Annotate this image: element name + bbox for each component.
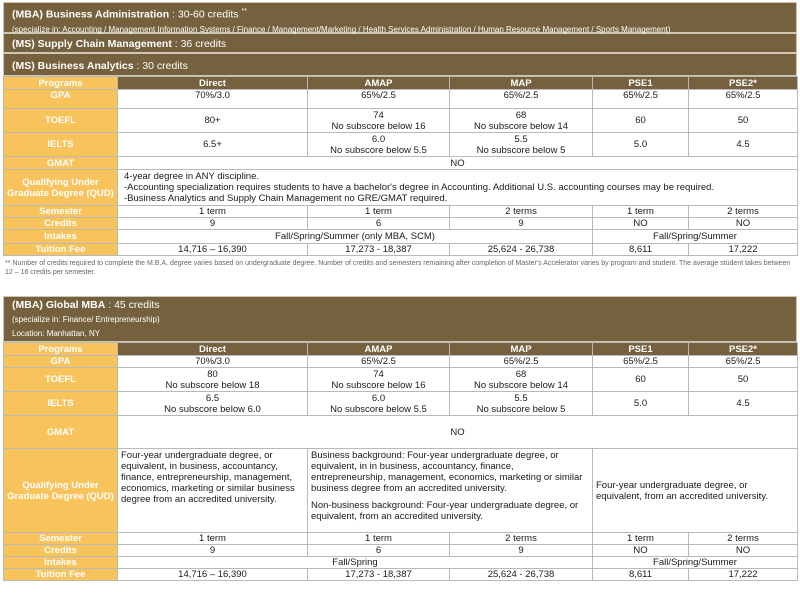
- qud-direct: Four-year undergraduate degree, or equivalent, in business, accountancy, finance, entrepreneurship, management, economics, marketing or similar business degree from an accredited university.: [118, 449, 308, 533]
- ielts-score: 4.5: [736, 398, 750, 409]
- semester-label: Semester: [4, 533, 118, 545]
- gmat-row: [4, 416, 798, 449]
- intakes-main: Fall/Spring/Summer (only MBA, SCM): [118, 230, 593, 244]
- gpa-map: 65%/2.5: [450, 356, 593, 368]
- ielts-amap: [308, 133, 450, 157]
- qud-pse: Four-year undergraduate degree, or equivalent, from an accredited university.: [593, 449, 798, 533]
- qud-row: [4, 449, 798, 533]
- program-location: Location: Manhattan, NY: [12, 329, 101, 338]
- gmat-value: NO: [118, 416, 798, 449]
- ielts-map: [450, 392, 593, 416]
- gpa-pse1: 65%/2.5: [593, 90, 689, 109]
- toefl-score: 68: [515, 109, 527, 121]
- gpa-row: [4, 356, 798, 368]
- semester-amap: 1 term: [308, 206, 450, 218]
- tuition-map: 25,624 - 26,738: [450, 569, 593, 581]
- gpa-pse1: 65%/2.5: [593, 356, 689, 368]
- programs-header: Programs: [4, 77, 118, 90]
- tuition-pse2: 17,222: [689, 244, 798, 256]
- ielts-label: IELTS: [4, 133, 118, 157]
- toefl-subscore: No subscore below 16: [331, 379, 426, 391]
- toefl-amap: [308, 109, 450, 133]
- toefl-row: [4, 368, 798, 392]
- amap-header: AMAP: [308, 343, 450, 356]
- qud-line: -Business Analytics and Supply Chain Management no GRE/GMAT required.: [124, 193, 448, 204]
- program-name: (MS) Business Analytics: [12, 60, 134, 72]
- qud-business-background: Business background: Four-year undergraduate degree, or equivalent, in in business, accountancy, finance, entrepreneurship, management, economics, marketing or similar business degree from an accredited university.: [311, 450, 583, 494]
- semester-pse1: 1 term: [593, 533, 689, 545]
- semester-pse2: 2 terms: [689, 533, 798, 545]
- qud-value: [118, 170, 798, 206]
- ielts-score: 6.0: [371, 392, 386, 404]
- gpa-label: GPA: [4, 356, 118, 368]
- gpa-label: GPA: [4, 90, 118, 109]
- gmat-label: GMAT: [4, 157, 118, 170]
- qud-row: [4, 170, 798, 206]
- header-row: [4, 77, 798, 90]
- pse2-header: PSE2*: [689, 343, 798, 356]
- tuition-row: [4, 244, 798, 256]
- semester-amap: 1 term: [308, 533, 450, 545]
- ielts-label: IELTS: [4, 392, 118, 416]
- ielts-subscore: No subscore below 6.0: [164, 403, 261, 415]
- program-bar-mba-business-administration: [3, 2, 797, 33]
- tuition-direct: 14,716 – 16,390: [118, 244, 308, 256]
- credits-direct: 9: [118, 218, 308, 230]
- toefl-score: 60: [635, 374, 646, 385]
- page: [3, 2, 797, 581]
- tuition-pse1: 8,611: [593, 569, 689, 581]
- toefl-score: 74: [373, 109, 384, 121]
- semester-row: [4, 206, 798, 218]
- gpa-amap: 65%/2.5: [308, 90, 450, 109]
- map-header: MAP: [450, 77, 593, 90]
- credits-amap: 6: [308, 218, 450, 230]
- programs-header: Programs: [4, 343, 118, 356]
- program-specializations: (specialize in: Accounting / Management Information Systems / Finance / Management/Marketing / Health Services Administration / Human Resource Management / Sports Management): [12, 24, 671, 34]
- header-row: [4, 343, 798, 356]
- pse1-header: PSE1: [593, 343, 689, 356]
- tuition-amap: 17,273 - 18,387: [308, 244, 450, 256]
- toefl-score: 68: [515, 368, 527, 380]
- ielts-pse2: [689, 392, 798, 416]
- toefl-row: [4, 109, 798, 133]
- ielts-direct: [118, 392, 308, 416]
- ielts-pse2: [689, 133, 798, 157]
- toefl-amap: [308, 368, 450, 392]
- footnote-mark: **: [241, 8, 247, 15]
- toefl-label: TOEFL: [4, 109, 118, 133]
- program-credits: : 30-60 credits: [169, 8, 242, 21]
- toefl-direct: [118, 368, 308, 392]
- tuition-row: [4, 569, 798, 581]
- tuition-map: 25,624 - 26,738: [450, 244, 593, 256]
- credits-row: [4, 218, 798, 230]
- credits-map: 9: [450, 218, 593, 230]
- qud-label: Qualifying Under Graduate Degree (QUD): [4, 170, 118, 206]
- ielts-score: 5.0: [633, 139, 648, 150]
- credits-footnote: ** Number of credits required to complete the M.B.A. degree varies based on undergraduate degree. Number of credits and semesters remaining after completion of Master's Accelerator varies by program and student. The average student takes between 12 – 16 credits per semester.: [5, 260, 791, 276]
- amap-header: AMAP: [308, 77, 450, 90]
- semester-row: [4, 533, 798, 545]
- toefl-pse2: [689, 109, 798, 133]
- gmat-row: [4, 157, 798, 170]
- toefl-map: [450, 368, 593, 392]
- semester-map: 2 terms: [450, 533, 593, 545]
- ielts-score: 6.5+: [203, 139, 222, 150]
- map-header: MAP: [450, 343, 593, 356]
- ielts-subscore: No subscore below 5: [476, 144, 566, 156]
- ielts-row: [4, 133, 798, 157]
- ielts-pse1: [593, 133, 689, 157]
- intakes-pse: Fall/Spring/Summer: [593, 557, 798, 569]
- tuition-pse2: 17,222: [689, 569, 798, 581]
- toefl-score: 50: [737, 115, 749, 126]
- toefl-subscore: No subscore below 18: [165, 379, 260, 391]
- ielts-subscore: No subscore below 5.5: [330, 144, 427, 156]
- ielts-direct: [118, 133, 308, 157]
- credits-pse2: NO: [689, 218, 798, 230]
- intakes-label: Intakes: [4, 230, 118, 244]
- ielts-score: 5.5: [514, 392, 528, 404]
- program-credits: : 30 credits: [133, 60, 188, 72]
- toefl-pse1: [593, 368, 689, 392]
- program-credits: : 36 credits: [171, 38, 227, 50]
- credits-label: Credits: [4, 218, 118, 230]
- pse2-header: PSE2*: [689, 77, 798, 90]
- credits-row: [4, 545, 798, 557]
- requirements-table-a: [3, 76, 798, 256]
- credits-pse2: NO: [689, 545, 798, 557]
- program-bar-global-mba: [3, 296, 797, 342]
- toefl-score: 60: [635, 115, 646, 126]
- qud-nonbusiness-background: Non-business background: Four-year undergraduate degree, or equivalent, from an accredited university.: [311, 500, 579, 522]
- program-bar-ms-business-analytics: [3, 53, 797, 76]
- gpa-pse2: 65%/2.5: [689, 356, 798, 368]
- gpa-map: 65%/2.5: [450, 90, 593, 109]
- qud-amap-map: [308, 449, 593, 533]
- tuition-pse1: 8,611: [593, 244, 689, 256]
- gpa-direct: 70%/3.0: [118, 90, 308, 109]
- requirements-table-b: [3, 342, 798, 581]
- ielts-score: 6.0: [371, 133, 386, 145]
- ielts-map: [450, 133, 593, 157]
- gmat-label: GMAT: [4, 416, 118, 449]
- credits-amap: 6: [308, 545, 450, 557]
- qud-line: 4-year degree in ANY discipline.: [124, 171, 260, 182]
- credits-direct: 9: [118, 545, 308, 557]
- gmat-value: NO: [118, 157, 798, 170]
- program-bar-ms-supply-chain: [3, 33, 797, 53]
- qud-line: -Accounting specialization requires students to have a bachelor's degree in Accounting. Additional U.S. accounting courses may be required.: [124, 182, 715, 193]
- semester-pse2: 2 terms: [689, 206, 798, 218]
- intakes-row: [4, 557, 798, 569]
- tuition-label: Tuition Fee: [4, 244, 118, 256]
- program-specializations: (specialize in: Finance/ Entrepreneurship): [12, 315, 160, 324]
- gpa-amap: 65%/2.5: [308, 356, 450, 368]
- ielts-pse1: [593, 392, 689, 416]
- program-credits: : 45 credits: [105, 299, 160, 311]
- toefl-pse2: [689, 368, 798, 392]
- direct-header: Direct: [118, 77, 308, 90]
- pse1-header: PSE1: [593, 77, 689, 90]
- credits-label: Credits: [4, 545, 118, 557]
- toefl-score: 80+: [204, 115, 221, 126]
- tuition-direct: 14,716 – 16,390: [118, 569, 308, 581]
- toefl-pse1: [593, 109, 689, 133]
- intakes-row: [4, 230, 798, 244]
- credits-pse1: NO: [593, 218, 689, 230]
- semester-label: Semester: [4, 206, 118, 218]
- ielts-row: [4, 392, 798, 416]
- toefl-score: 74: [373, 368, 384, 380]
- ielts-subscore: No subscore below 5: [476, 403, 566, 415]
- toefl-label: TOEFL: [4, 368, 118, 392]
- credits-pse1: NO: [593, 545, 689, 557]
- ielts-score: 5.5: [514, 133, 528, 145]
- tuition-amap: 17,273 - 18,387: [308, 569, 450, 581]
- program-name: (MS) Supply Chain Management: [12, 38, 172, 50]
- toefl-score: 50: [737, 374, 749, 385]
- intakes-label: Intakes: [4, 557, 118, 569]
- gpa-direct: 70%/3.0: [118, 356, 308, 368]
- credits-map: 9: [450, 545, 593, 557]
- ielts-amap: [308, 392, 450, 416]
- toefl-subscore: No subscore below 14: [474, 379, 568, 391]
- ielts-score: 6.5: [205, 392, 220, 404]
- ielts-subscore: No subscore below 5.5: [330, 403, 427, 415]
- tuition-label: Tuition Fee: [4, 569, 118, 581]
- toefl-subscore: No subscore below 14: [474, 120, 568, 132]
- ielts-score: 4.5: [736, 139, 750, 150]
- semester-map: 2 terms: [450, 206, 593, 218]
- ielts-score: 5.0: [633, 398, 648, 409]
- toefl-map: [450, 109, 593, 133]
- semester-direct: 1 term: [118, 206, 308, 218]
- qud-label: Qualifying Under Graduate Degree (QUD): [4, 449, 118, 533]
- toefl-subscore: No subscore below 16: [331, 120, 426, 132]
- direct-header: Direct: [118, 343, 308, 356]
- intakes-pse: Fall/Spring/Summer: [593, 230, 798, 244]
- semester-pse1: 1 term: [593, 206, 689, 218]
- gpa-pse2: 65%/2.5: [689, 90, 798, 109]
- toefl-score: 80: [207, 368, 218, 380]
- semester-direct: 1 term: [118, 533, 308, 545]
- program-name: (MBA) Global MBA: [12, 299, 106, 311]
- intakes-main: Fall/Spring: [118, 557, 593, 569]
- toefl-direct: [118, 109, 308, 133]
- gpa-row: [4, 90, 798, 109]
- program-name: (MBA) Business Administration: [12, 8, 170, 21]
